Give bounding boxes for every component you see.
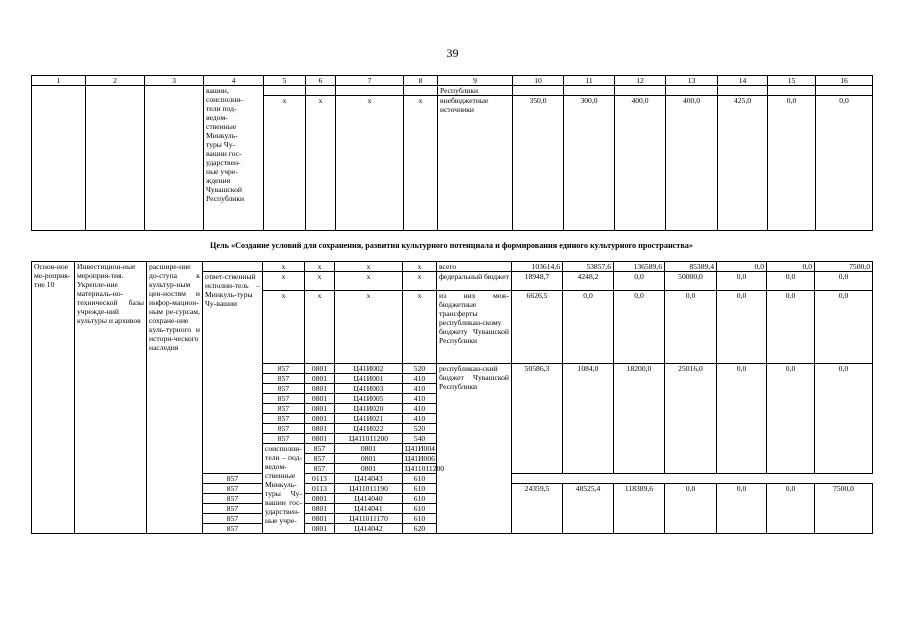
value-cell: 0,0 — [665, 291, 717, 364]
value-cell: 136589,6 — [614, 262, 665, 272]
code-cell: Ц414040 — [335, 494, 403, 504]
code-cell: 857 — [203, 484, 263, 494]
header-cell: 2 — [86, 76, 145, 86]
continuation-table — [31, 75, 873, 231]
code-cell: Ц41И006 — [403, 454, 437, 464]
code-cell: 610 — [403, 514, 437, 524]
value-cell: 0,0 — [717, 364, 767, 474]
source-cell: республикан-ский бюджет Чувашской Республики — [437, 364, 512, 534]
code-cell: 0801 — [305, 504, 335, 514]
code-cell: x — [263, 272, 305, 291]
code-cell: x — [305, 262, 335, 272]
header-row — [32, 76, 873, 86]
code-cell: 857 — [263, 394, 305, 404]
executor-cell: вашии, соисполни- тели под- ведом- ственные Минкуль- туры Чу- вашии гос- ударствен- ные учре- ждения Чувашской Республики — [204, 86, 264, 231]
code-cell: x — [335, 262, 403, 272]
code-cell: 857 — [203, 474, 263, 484]
value-cell: 0,0 — [767, 262, 815, 272]
value-cell: 400,0 — [666, 96, 718, 231]
code-cell: 610 — [403, 484, 437, 494]
header-cell: 9 — [438, 76, 513, 86]
code-cell: 520 — [403, 424, 437, 434]
header-cell: 12 — [615, 76, 666, 86]
code-cell: x — [403, 272, 437, 291]
value-cell: 350,0 — [513, 96, 564, 231]
header-cell: 15 — [768, 76, 816, 86]
value-cell: 0,0 — [767, 291, 815, 364]
code-cell: 540 — [403, 434, 437, 444]
header-cell: 10 — [513, 76, 564, 86]
event-title: Инвестицион-ные мероприя-тия. Укрепле-ние материаль-но-технической базы учрежде-ний культуры и архивов — [75, 262, 147, 534]
code-cell: x — [264, 96, 306, 231]
code-cell: 857 — [263, 434, 305, 444]
goal-heading: Цель «Создание условий для сохранения, развития культурного потенциала и формирования единого культурного пространства» — [210, 241, 693, 250]
code-cell: 857 — [203, 504, 263, 514]
value-cell: 0,0 — [563, 291, 614, 364]
code-cell: 857 — [203, 514, 263, 524]
value-cell: 0,0 — [815, 364, 873, 474]
header-cell: 8 — [404, 76, 438, 86]
value-cell: 0,0 — [767, 364, 815, 474]
code-cell: 857 — [203, 524, 263, 534]
code-cell: Ц41И001 — [335, 374, 403, 384]
code-cell: Ц414043 — [335, 474, 403, 484]
value-cell: 0,0 — [815, 291, 873, 364]
value-cell: 0,0 — [717, 272, 767, 291]
code-cell: 410 — [403, 404, 437, 414]
code-cell: 857 — [305, 464, 335, 474]
code-cell: 410 — [403, 384, 437, 394]
code-cell: 610 — [403, 474, 437, 484]
code-cell: Ц41И022 — [335, 424, 403, 434]
code-cell: Ц41И004 — [403, 444, 437, 454]
header-cell: 11 — [564, 76, 615, 86]
code-cell: 857 — [263, 374, 305, 384]
code-cell: x — [403, 291, 437, 364]
code-cell: 0801 — [335, 454, 403, 464]
source-cell: из них меж-бюджетные трансферты республикан-скому бюджету Чувашской Республики — [437, 291, 512, 364]
code-cell: 410 — [403, 394, 437, 404]
table-row — [32, 262, 873, 272]
code-cell: x — [335, 291, 403, 364]
code-cell: 0801 — [305, 374, 335, 384]
table-row — [32, 86, 873, 96]
code-cell: Ц411011200 — [403, 464, 437, 474]
value-cell: 0,0 — [815, 272, 873, 291]
code-cell: 0801 — [305, 524, 335, 534]
code-cell: x — [305, 272, 335, 291]
code-cell: 0801 — [305, 404, 335, 414]
value-cell: 48525,4 — [563, 484, 614, 534]
value-cell: 4248,2 — [563, 272, 614, 291]
co-executors: соисполни-тели – под-ведом-ственные Минкуль-туры Чу-вашии гос-ударствен-ные учре- — [263, 444, 305, 534]
code-cell: 857 — [263, 364, 305, 374]
value-cell: 0,0 — [717, 484, 767, 534]
value-cell: 50586,3 — [512, 364, 563, 474]
source-cell: федеральный бюджет — [437, 272, 512, 291]
value-cell: 0,0 — [768, 96, 816, 231]
value-cell: 6626,5 — [512, 291, 563, 364]
value-cell: 0,0 — [717, 262, 767, 272]
source-cell: Республики — [438, 86, 513, 96]
event-number: Основ-ное ме-роприя-тие 10 — [32, 262, 75, 534]
value-cell: 300,0 — [564, 96, 615, 231]
header-cell: 6 — [306, 76, 336, 86]
value-cell: 0,0 — [665, 484, 717, 534]
value-cell: 7500,0 — [815, 484, 873, 534]
code-cell: x — [403, 262, 437, 272]
code-cell: x — [305, 291, 335, 364]
header-cell: 4 — [204, 76, 264, 86]
value-cell: 400,0 — [615, 96, 666, 231]
code-cell: 0801 — [305, 414, 335, 424]
code-cell: x — [306, 96, 336, 231]
code-cell: 0801 — [305, 514, 335, 524]
header-cell: 5 — [264, 76, 306, 86]
header-cell: 7 — [336, 76, 404, 86]
code-cell: Ц41И005 — [335, 394, 403, 404]
code-cell: 0801 — [305, 424, 335, 434]
value-cell: 18948,7 — [512, 272, 563, 291]
code-cell: x — [335, 272, 403, 291]
value-cell: 0,0 — [767, 484, 815, 534]
code-cell: 0801 — [305, 384, 335, 394]
code-cell: 0801 — [335, 444, 403, 454]
value-cell: 18200,0 — [614, 364, 665, 474]
value-cell: 24359,5 — [512, 484, 563, 534]
value-cell: 25016,0 — [665, 364, 717, 474]
code-cell: 610 — [403, 494, 437, 504]
value-cell: 0,0 — [767, 272, 815, 291]
code-cell: 0801 — [305, 494, 335, 504]
code-cell: 857 — [263, 414, 305, 424]
code-cell: 410 — [403, 414, 437, 424]
header-cell: 1 — [32, 76, 86, 86]
header-cell: 3 — [145, 76, 204, 86]
code-cell: Ц414041 — [335, 504, 403, 514]
code-cell: 410 — [403, 374, 437, 384]
source-cell: внебюджетные источники — [438, 96, 513, 231]
responsible-executor: ответ-ственный исполни-тель – Минкуль-туры Чу-вашии — [203, 272, 263, 474]
code-cell: Ц41И002 — [335, 364, 403, 374]
value-cell: 53857,6 — [563, 262, 614, 272]
code-cell: x — [263, 291, 305, 364]
value-cell: 1084,0 — [563, 364, 614, 474]
page-number: 39 — [446, 46, 459, 60]
code-cell: 857 — [203, 494, 263, 504]
code-cell: Ц411011200 — [335, 434, 403, 444]
header-cell: 14 — [718, 76, 768, 86]
code-cell: 857 — [263, 424, 305, 434]
value-cell: 0,0 — [614, 272, 665, 291]
value-cell: 7500,0 — [815, 262, 873, 272]
code-cell: 857 — [263, 404, 305, 414]
code-cell: Ц41И003 — [335, 384, 403, 394]
code-cell: 610 — [403, 504, 437, 514]
code-cell: x — [404, 96, 438, 231]
value-cell: 103614,6 — [512, 262, 563, 272]
event-table — [31, 261, 873, 534]
header-cell: 13 — [666, 76, 718, 86]
code-cell: 857 — [305, 454, 335, 464]
header-cell: 16 — [816, 76, 873, 86]
code-cell: Ц411011190 — [335, 484, 403, 494]
code-cell: 0801 — [305, 364, 335, 374]
code-cell: 0113 — [305, 484, 335, 494]
code-cell: 0113 — [305, 474, 335, 484]
code-cell: Ц414042 — [335, 524, 403, 534]
value-cell: 0,0 — [816, 96, 873, 231]
code-cell: 0801 — [305, 434, 335, 444]
value-cell: 0,0 — [717, 291, 767, 364]
code-cell: 620 — [403, 524, 437, 534]
code-cell: x — [263, 262, 305, 272]
value-cell: 118389,6 — [614, 484, 665, 534]
value-cell: 0,0 — [614, 291, 665, 364]
value-cell: 425,0 — [718, 96, 768, 231]
code-cell: Ц411011170 — [335, 514, 403, 524]
code-cell: 0801 — [305, 394, 335, 404]
code-cell: Ц41И021 — [335, 414, 403, 424]
code-cell: 520 — [403, 364, 437, 374]
code-cell: Ц41И020 — [335, 404, 403, 414]
source-cell: всего — [437, 262, 512, 272]
code-cell: 0801 — [335, 464, 403, 474]
value-cell: 50000,0 — [665, 272, 717, 291]
code-cell: x — [336, 96, 404, 231]
event-goal: расшире-ние до-ступа к культур-ным цен-ностям и инфор-мацион-ным ре-сурсам, сохране-ние куль-турного и истори-ческого наследия — [147, 262, 203, 534]
value-cell: 85389,4 — [665, 262, 717, 272]
code-cell: 857 — [305, 444, 335, 454]
code-cell: 857 — [263, 384, 305, 394]
